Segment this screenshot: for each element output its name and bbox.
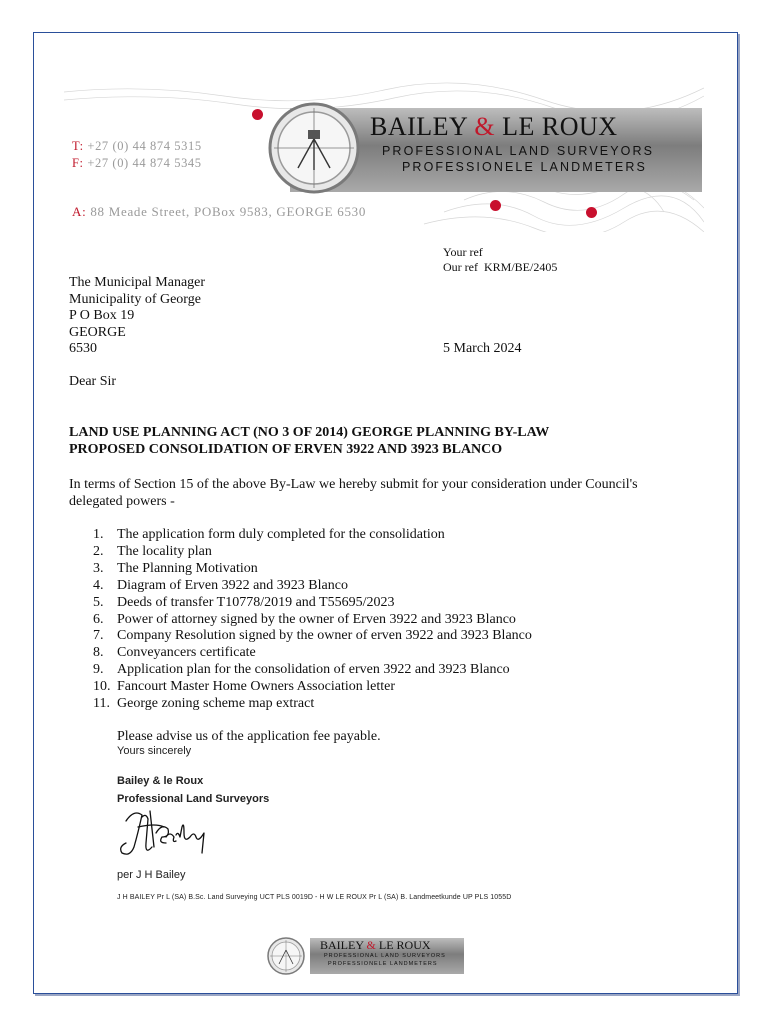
list-item-text: Fancourt Master Home Owners Association letter <box>117 679 395 695</box>
fax-prefix: F: <box>72 156 84 170</box>
firm-name-right: LE ROUX <box>502 112 618 141</box>
list-item-text: The Planning Motivation <box>117 560 258 576</box>
list-item-number: 5. <box>93 594 104 610</box>
recipient-line: Municipality of George <box>69 291 201 307</box>
recipient-line: P O Box 19 <box>69 308 135 323</box>
list-item-text: George zoning scheme map extract <box>117 696 315 712</box>
footer-firm-name-right: LE ROUX <box>378 938 431 952</box>
footer-firm-name-amp: & <box>366 938 376 952</box>
list-item-text: Conveyancers certificate <box>117 645 256 661</box>
footer-logo <box>266 936 464 976</box>
list-item <box>93 578 532 595</box>
survey-point-icon <box>252 109 263 120</box>
firm-subtitle-af: PROFESSIONELE LANDMETERS <box>402 160 647 174</box>
firm-subtitle-en: PROFESSIONAL LAND SURVEYORS <box>382 144 655 158</box>
closing-line: Yours sincerely <box>117 745 192 757</box>
theodolite-seal-icon <box>268 102 360 194</box>
footer-credentials: J H BAILEY Pr L (SA) B.Sc. Land Surveying UCT PLS 0019D - H W LE ROUX Pr L (SA) B. Landmeetkunde UP PLS 1055D <box>117 894 512 901</box>
address-text: 88 Meade Street, POBox 9583, GEORGE 6530 <box>90 204 367 219</box>
list-item-number: 4. <box>93 577 104 593</box>
address-prefix: A: <box>72 204 87 219</box>
list-item <box>93 612 532 629</box>
list-item <box>93 527 532 544</box>
firm-name-left: BAILEY <box>370 112 468 141</box>
list-item-text: The application form duly completed for the consolidation <box>117 527 445 542</box>
list-item-text: Deeds of transfer T10778/2019 and T55695/2023 <box>117 594 395 610</box>
list-item <box>93 679 532 696</box>
firm-line: Bailey & le Roux <box>117 775 204 787</box>
our-ref-line <box>443 260 557 275</box>
advise-line: Please advise us of the application fee payable. <box>117 729 381 744</box>
handwritten-signature <box>112 803 212 861</box>
list-item-number: 8. <box>93 645 104 661</box>
list-item-number: 3. <box>93 560 104 576</box>
subject-heading <box>69 425 549 458</box>
list-item <box>93 662 532 679</box>
our-ref-label: Our ref <box>443 260 478 274</box>
enclosure-list <box>93 527 532 713</box>
list-item-text: The locality plan <box>117 543 212 559</box>
list-item <box>93 595 532 612</box>
footer-firm-subtitle-en: PROFESSIONAL LAND SURVEYORS <box>324 953 446 959</box>
list-item-number: 2. <box>93 543 104 559</box>
reference-block <box>443 245 557 275</box>
salutation: Dear Sir <box>69 374 117 389</box>
subject-line: LAND USE PLANNING ACT (NO 3 OF 2014) GEORGE PLANNING BY-LAW <box>69 425 550 440</box>
firm-name <box>370 112 618 142</box>
intro-paragraph <box>69 477 709 510</box>
list-item-number: 10. <box>93 679 111 695</box>
list-item <box>93 696 532 713</box>
footer-firm-name-left: BAILEY <box>320 938 364 952</box>
firm-name-amp: & <box>474 112 496 141</box>
subject-line: PROPOSED CONSOLIDATION OF ERVEN 3922 AND 3923 BLANCO <box>69 441 503 457</box>
survey-point-icon <box>586 207 597 218</box>
letter-date: 5 March 2024 <box>443 341 522 356</box>
footer-firm-name <box>320 938 431 953</box>
list-item-text: Company Resolution signed by the owner of erven 3922 and 3923 Blanco <box>117 628 532 644</box>
intro-line: In terms of Section 15 of the above By-Law we hereby submit for your consideration under Council's <box>69 477 638 492</box>
list-item-number: 1. <box>93 527 104 542</box>
letterhead-address <box>72 204 366 220</box>
our-ref-value: KRM/BE/2405 <box>483 260 558 274</box>
letterhead <box>64 82 704 232</box>
list-item-number: 11. <box>93 696 110 712</box>
contact-block <box>72 138 202 172</box>
intro-line: delegated powers - <box>69 493 175 509</box>
fax-number: +27 (0) 44 874 5345 <box>87 156 202 170</box>
list-item <box>93 544 532 561</box>
firm-line: Professional Land Surveyors <box>117 793 270 805</box>
recipient-line: GEORGE <box>69 324 126 340</box>
per-signatory: per J H Bailey <box>117 869 186 881</box>
list-item <box>93 561 532 578</box>
tel-number: +27 (0) 44 874 5315 <box>87 139 202 153</box>
list-item-text: Diagram of Erven 3922 and 3923 Blanco <box>117 577 348 593</box>
list-item <box>93 645 532 662</box>
recipient-address <box>69 275 205 358</box>
list-item-number: 7. <box>93 628 104 644</box>
footer-firm-subtitle-af: PROFESSIONELE LANDMETERS <box>328 961 438 967</box>
list-item-number: 9. <box>93 662 104 678</box>
list-item-text: Application plan for the consolidation of erven 3922 and 3923 Blanco <box>117 662 510 678</box>
theodolite-seal-icon <box>266 936 306 976</box>
survey-point-icon <box>490 200 501 211</box>
list-item-number: 6. <box>93 611 104 627</box>
list-item-text: Power of attorney signed by the owner of Erven 3922 and 3923 Blanco <box>117 611 516 627</box>
your-ref-label: Your ref <box>443 245 483 259</box>
tel-prefix: T: <box>72 139 84 153</box>
recipient-line: The Municipal Manager <box>69 275 206 290</box>
recipient-line: 6530 <box>69 341 97 356</box>
list-item <box>93 628 532 645</box>
